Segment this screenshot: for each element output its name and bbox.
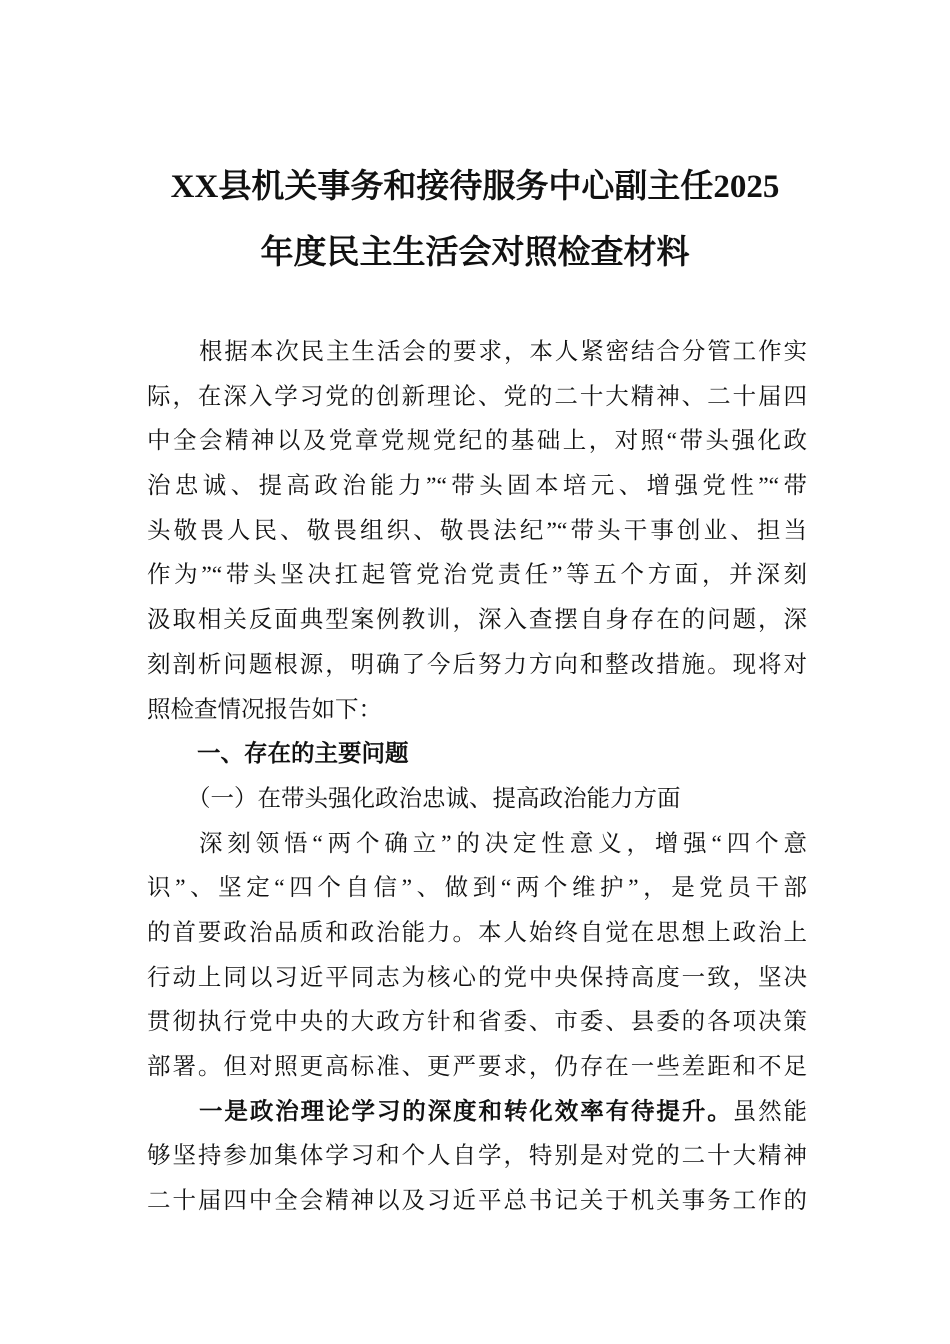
point-text: 虽然能 [732,1098,808,1125]
text-line: 深刻领悟“两个确立”的决定性意义，增强“四个意 [199,830,807,857]
text-line: 够坚持参加集体学习和个人自学，特别是对党的二十大精神 [147,1143,807,1170]
text-line: 汲取相关反面典型案例教训，深入查摆自身存在的问题，深 [147,607,807,634]
intro-paragraph [147,330,807,732]
text-line: 的首要政治品质和政治能力。本人始终自觉在思想上政治上 [147,919,807,946]
subsection-heading: （一）在带头强化政治忠诚、提高政治能力方面 [187,785,681,812]
text-line: 际，在深入学习党的创新理论、党的二十大精神、二十届四 [147,383,807,410]
text-line: 识”、坚定“四个自信”、做到“两个维护”，是党员干部 [147,875,807,902]
text-line: 中全会精神以及党章党规党纪的基础上，对照“带头强化政 [147,428,807,455]
text-line [147,1090,807,1135]
document-title [100,154,850,286]
section-paragraph [147,822,807,1090]
text-line: 部署。但对照更高标准、更严要求，仍存在一些差距和不足 [147,1054,807,1080]
text-line: 行动上同以习近平同志为核心的党中央保持高度一致，坚决 [147,964,807,991]
text-line: 照检查情况报告如下： [147,696,382,723]
section-heading: 一、存在的主要问题 [197,741,409,768]
text-line: 根据本次民主生活会的要求，本人紧密结合分管工作实 [199,339,807,365]
text-line: 二十届四中全会精神以及习近平总书记关于机关事务工作的 [147,1188,807,1215]
text-line: 治忠诚、提高政治能力”“带头固本培元、增强党性”“带 [147,473,807,500]
text-line: 贯彻执行党中央的大政方针和省委、市委、县委的各项决策 [147,1009,807,1036]
point-paragraph [147,1090,807,1224]
text-line: 作为”“带头坚决扛起管党治党责任”等五个方面，并深刻 [147,562,807,589]
point-title: 一是政治理论学习的深度和转化效率有待提升。 [199,1098,733,1125]
title-line: XX县机关事务和接待服务中心副主任2025 [170,169,780,205]
text-line: 头敬畏人民、敬畏组织、敬畏法纪”“带头干事创业、担当 [147,517,807,544]
title-line: 年度民主生活会对照检查材料 [260,235,690,271]
text-line: 刻剖析问题根源，明确了今后努力方向和整改措施。现将对 [147,651,807,678]
document-body [147,330,807,1224]
